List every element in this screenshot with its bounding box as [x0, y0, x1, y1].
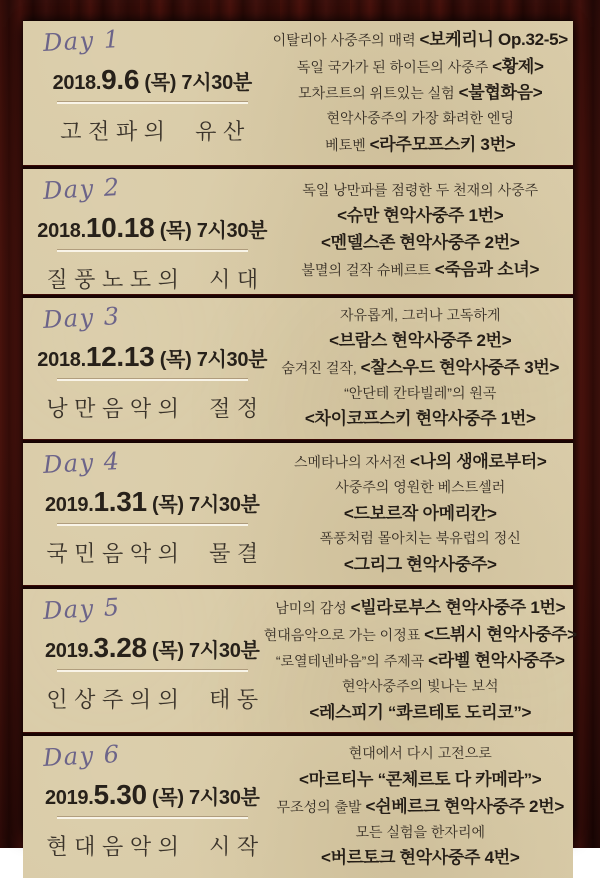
- program-line: [321, 231, 519, 256]
- program-line: [309, 701, 531, 726]
- date-underline: [57, 250, 248, 252]
- program-list: [263, 589, 577, 733]
- program-text: 폭풍처럼 몰아치는 북유럽의 정신: [319, 530, 521, 547]
- date-time: (목) 7시30분: [146, 494, 260, 517]
- program-list: [276, 736, 574, 878]
- day-card-left: [23, 589, 282, 733]
- day-label: Day 6: [42, 740, 122, 773]
- program-text: 모든 실험을 한자리에: [355, 823, 485, 840]
- day-title: 질풍노도의 시대: [46, 267, 265, 293]
- program-line: [276, 649, 565, 674]
- day-card-left: [23, 21, 282, 165]
- date-year: 2019.: [44, 787, 94, 810]
- date-day: 12.13: [85, 340, 155, 372]
- program-line: [301, 258, 539, 283]
- program-line: [275, 596, 565, 621]
- date-year: 2019.: [44, 639, 94, 662]
- date-underline: [57, 817, 248, 819]
- date-time: (목) 7시30분: [154, 219, 268, 242]
- program-line: [298, 81, 542, 106]
- program-text: 이탈리아 사중주의 매력: [272, 32, 420, 48]
- date-day: 10.18: [85, 211, 155, 243]
- program-line: [305, 407, 536, 432]
- program-list: [282, 298, 574, 440]
- program-line: [327, 108, 514, 131]
- day-label: Day 2: [42, 172, 122, 205]
- date-year: 2018.: [37, 219, 86, 242]
- program-piece: <브람스 현악사중주 2번>: [329, 331, 512, 351]
- program-piece: <쉰베르크 현악사중주 2번>: [365, 796, 564, 816]
- program-text: 모차르트의 위트있는 실험: [298, 85, 459, 102]
- program-line: [356, 822, 486, 845]
- program-piece: <레스피기 “콰르테토 도리코”>: [309, 702, 532, 722]
- day-card: [23, 443, 573, 585]
- day-label: Day 5: [42, 592, 122, 625]
- date-year: 2018.: [37, 348, 86, 371]
- program-line: [297, 55, 544, 80]
- program-piece: <슈만 현악사중주 1번>: [337, 206, 504, 226]
- date-day: 1.31: [93, 486, 147, 518]
- program-line: [344, 553, 497, 578]
- program-line: [299, 768, 541, 793]
- date-time: (목) 7시30분: [139, 72, 252, 94]
- day-title: 고전파의 유산: [60, 120, 251, 145]
- day-title: 현대음악의 시작: [46, 835, 265, 861]
- program-list: [272, 21, 574, 165]
- program-piece: <빌라로부스 현악사중주 1번>: [350, 597, 566, 617]
- day-card: [23, 21, 573, 165]
- date-line: [23, 341, 282, 373]
- program-text: 무조성의 출발: [276, 798, 366, 815]
- program-piece: <차이코프스키 현악사중주 1번>: [304, 409, 536, 429]
- program-text: 베토벤: [325, 136, 370, 153]
- program-line: [342, 676, 499, 699]
- program-text: 현대에서 다시 고전으로: [348, 745, 492, 762]
- day-label: Day 1: [42, 24, 122, 58]
- program-piece: <드뷔시 현악사중주>: [424, 624, 577, 644]
- date-line: [23, 64, 282, 96]
- program-list: [282, 169, 574, 294]
- program-text: 현대음악으로 가는 이정표: [263, 626, 425, 643]
- program-text: 사중주의 영원한 베스트셀러: [335, 478, 506, 495]
- day-card: [23, 736, 573, 878]
- date-underline: [57, 524, 248, 526]
- date-line: [23, 212, 282, 244]
- date-line: [23, 779, 282, 811]
- program-line: [273, 28, 568, 53]
- day-card-left: [23, 443, 282, 585]
- program-line: [344, 502, 497, 527]
- concert-program-poster: [23, 21, 577, 868]
- date-year: 2019.: [44, 494, 94, 517]
- date-underline: [57, 379, 248, 381]
- program-line: [264, 623, 577, 648]
- program-line: [321, 846, 519, 871]
- program-piece: <보케리니 Op.32-5>: [419, 30, 568, 49]
- date-year: 2018.: [52, 72, 102, 94]
- day-title: 낭만음악의 절정: [46, 396, 265, 422]
- program-text: 독일 국가가 된 하이든의 사중주: [296, 58, 493, 75]
- date-underline: [57, 102, 248, 104]
- program-line: [329, 329, 511, 354]
- program-text: 불멸의 걸작 슈베르트: [301, 261, 435, 278]
- day-label: Day 4: [42, 447, 122, 480]
- program-piece: <죽음과 소녀>: [434, 259, 540, 279]
- program-piece: <버르토크 현악사중주 4번>: [321, 848, 520, 868]
- program-line: [294, 450, 547, 475]
- date-line: [23, 632, 282, 664]
- program-text: “안단테 칸타빌레”의 원곡: [344, 384, 497, 401]
- date-underline: [57, 670, 248, 672]
- program-line: [340, 305, 500, 328]
- day-title: 인상주의의 태동: [46, 687, 265, 713]
- day-title: 국민음악의 물결: [46, 542, 265, 568]
- date-time: (목) 7시30분: [154, 348, 268, 371]
- day-card-left: [23, 169, 282, 294]
- program-text: 스메타나의 자서전: [293, 454, 410, 471]
- program-piece: <라주모프스키 3번>: [369, 134, 516, 154]
- program-text: 자유롭게, 그러나 고독하게: [340, 306, 501, 323]
- program-line: [281, 356, 559, 381]
- date-time: (목) 7시30분: [146, 639, 260, 662]
- date-day: 9.6: [101, 64, 140, 95]
- program-piece: <황제>: [492, 56, 544, 76]
- program-line: [335, 477, 505, 500]
- program-piece: <불협화음>: [458, 83, 543, 103]
- program-text: 독일 낭만파를 점령한 두 천재의 사중주: [302, 181, 539, 198]
- program-line: [325, 133, 515, 158]
- program-text: 숨겨진 걸작,: [281, 360, 361, 377]
- program-text: 현악사중주의 가장 화려한 엔딩: [326, 110, 514, 127]
- day-card-left: [23, 298, 282, 440]
- program-piece: <멘델스존 현악사중주 2번>: [321, 233, 520, 253]
- date-day: 5.30: [93, 779, 147, 811]
- day-card-left: [23, 736, 282, 878]
- program-line: [277, 795, 564, 820]
- day-card: [23, 169, 573, 294]
- date-day: 3.28: [93, 631, 147, 663]
- program-piece: <라벨 현악사중주>: [428, 651, 565, 671]
- program-line: [302, 180, 538, 203]
- program-piece: <찰스우드 현악사중주 3번>: [360, 358, 560, 378]
- program-piece: <드보르작 아메리칸>: [343, 503, 497, 523]
- program-list: [282, 443, 574, 585]
- program-line: [337, 204, 503, 229]
- day-label: Day 3: [42, 301, 122, 334]
- date-time: (목) 7시30분: [146, 787, 260, 810]
- program-text: 남미의 감성: [275, 599, 351, 616]
- day-card: [23, 298, 573, 440]
- program-text: 현악사중주의 빛나는 보석: [341, 677, 499, 694]
- day-card: [23, 589, 577, 733]
- program-line: [349, 743, 492, 766]
- date-line: [23, 486, 282, 518]
- program-piece: <나의 생애로부터>: [409, 452, 547, 472]
- program-piece: <마르티누 “콘체르토 다 카메라”>: [299, 770, 542, 790]
- program-line: [320, 528, 521, 551]
- program-text: “로열테넨바음”의 주제곡: [275, 653, 429, 670]
- program-piece: <그리그 현악사중주>: [343, 555, 497, 575]
- program-line: [344, 383, 496, 406]
